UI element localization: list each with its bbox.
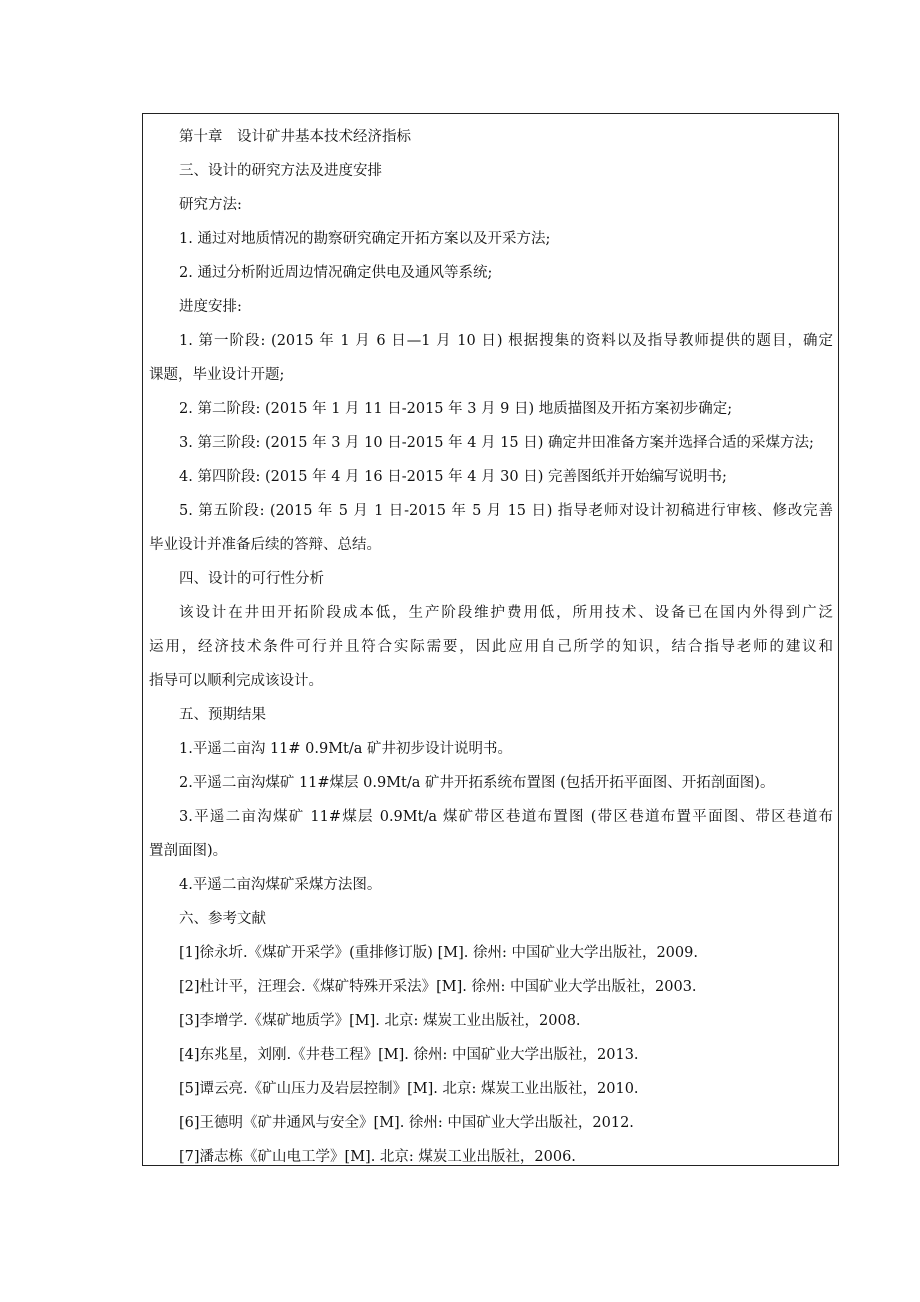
schedule-stage-4: 4. 第四阶段: (2015 年 4 月 16 日-2015 年 4 月 30 日) 完善图纸并开始编写说明书;: [179, 469, 727, 485]
reference-item-7: [7]潘志栋《矿山电工学》[M]. 北京: 煤炭工业出版社，2006.: [179, 1149, 576, 1165]
schedule-stage-1-cont: 课题，毕业设计开题;: [149, 367, 285, 383]
schedule-stage-1: 1. 第一阶段: (2015 年 1 月 6 日—1 月 10 日) 根据搜集的资料以及指导教师提供的题目，确定: [179, 333, 833, 349]
reference-item-2: [2]杜计平，汪理会.《煤矿特殊开采法》[M]. 徐州: 中国矿业大学出版社，2003.: [179, 979, 697, 995]
reference-item-1: [1]徐永圻.《煤矿开采学》(重排修订版) [M]. 徐州: 中国矿业大学出版社，2009.: [179, 945, 698, 961]
document-body: [149, 122, 833, 1176]
schedule-stage-5-cont: 毕业设计并准备后续的答辩、总结。: [149, 537, 381, 553]
section-heading-references: 六、参考文献: [179, 911, 266, 927]
section-heading-methods: 三、设计的研究方法及进度安排: [179, 163, 382, 179]
document-table-cell: [142, 113, 839, 1166]
reference-item-6: [6]王德明《矿井通风与安全》[M]. 徐州: 中国矿业大学出版社，2012.: [179, 1115, 634, 1131]
reference-item-3: [3]李增学.《煤矿地质学》[M]. 北京: 煤炭工业出版社，2008.: [179, 1013, 581, 1029]
method-item-1: 1. 通过对地质情况的勘察研究确定开拓方案以及开采方法;: [179, 231, 551, 247]
section-heading-results: 五、预期结果: [179, 707, 266, 723]
section-heading-feasibility: 四、设计的可行性分析: [179, 571, 324, 587]
reference-item-5: [5]谭云亮.《矿山压力及岩层控制》[M]. 北京: 煤炭工业出版社，2010.: [179, 1081, 639, 1097]
result-item-3: 3.平遥二亩沟煤矿 11#煤层 0.9Mt/a 煤矿带区巷道布置图 (带区巷道布置平面图、带区巷道布: [179, 809, 833, 825]
result-item-4: 4.平遥二亩沟煤矿采煤方法图。: [179, 877, 382, 893]
schedule-label: 进度安排:: [179, 299, 242, 315]
result-item-1: 1.平遥二亩沟 11# 0.9Mt/a 矿井初步设计说明书。: [179, 741, 513, 757]
result-item-3-cont: 置剖面图)。: [149, 843, 228, 859]
reference-item-4: [4]东兆星，刘刚.《井巷工程》[M]. 徐州: 中国矿业大学出版社，2013.: [179, 1047, 639, 1063]
schedule-stage-5: 5. 第五阶段: (2015 年 5 月 1 日-2015 年 5 月 15 日) 指导老师对设计初稿进行审核、修改完善: [179, 503, 833, 519]
research-method-label: 研究方法:: [179, 197, 242, 213]
schedule-stage-3: 3. 第三阶段: (2015 年 3 月 10 日-2015 年 4 月 15 日) 确定井田准备方案并选择合适的采煤方法;: [179, 435, 814, 451]
feasibility-paragraph-line-1: 该设计在井田开拓阶段成本低，生产阶段维护费用低，所用技术、设备已在国内外得到广泛: [179, 605, 833, 621]
feasibility-paragraph-line-3: 指导可以顺利完成该设计。: [149, 673, 323, 689]
method-item-2: 2. 通过分析附近周边情况确定供电及通风等系统;: [179, 265, 493, 281]
feasibility-paragraph-line-2: 运用，经济技术条件可行并且符合实际需要，因此应用自己所学的知识，结合指导老师的建议和: [149, 639, 833, 655]
schedule-stage-2: 2. 第二阶段: (2015 年 1 月 11 日-2015 年 3 月 9 日) 地质描图及开拓方案初步确定;: [179, 401, 733, 417]
result-item-2: 2.平遥二亩沟煤矿 11#煤层 0.9Mt/a 矿井开拓系统布置图 (包括开拓平面图、开拓剖面图)。: [179, 775, 775, 791]
chapter-ten-line: 第十章 设计矿井基本技术经济指标: [179, 129, 411, 145]
